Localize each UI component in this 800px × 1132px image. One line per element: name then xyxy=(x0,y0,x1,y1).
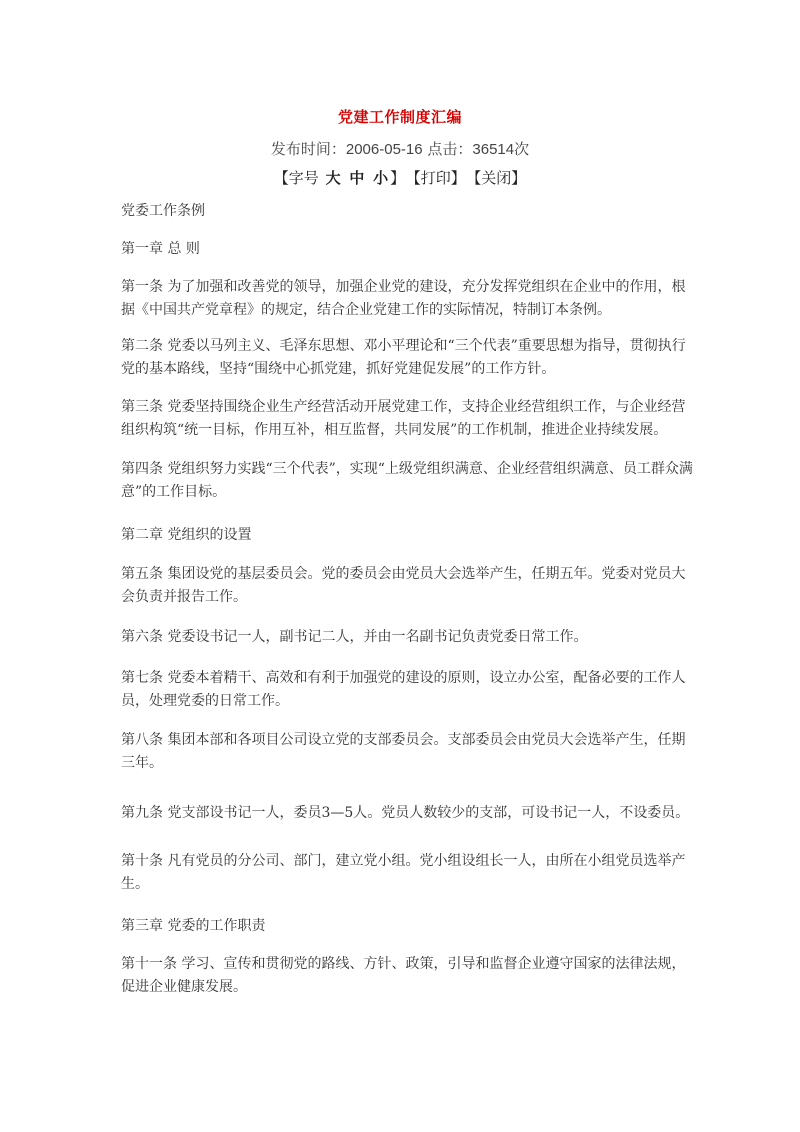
chapter-heading: 第一章 总 则 xyxy=(121,241,200,257)
clicks-unit: 次 xyxy=(514,140,530,158)
page-title: 党建工作制度汇编 xyxy=(337,108,462,126)
article-paragraph: 第六条 党委设书记一人，副书记二人，并由一名副书记负责党委日常工作。 xyxy=(121,629,588,645)
publish-info xyxy=(0,138,800,159)
close-button[interactable]: 【关闭】 xyxy=(473,169,527,187)
article-paragraph: 第九条 党支部设书记一人，委员3—5人。党员人数较少的支部，可设书记一人，不设委员。 xyxy=(121,805,690,821)
article-paragraph: 第一条 为了加强和改善党的领导，加强企业党的建设，充分发挥党组织在企业中的作用，根据《中国共产党章程》的规定，结合企业党建工作的实际情况，特制订本条例。 xyxy=(121,279,686,318)
article-paragraph: 第十一条 学习、宣传和贯彻党的路线、方针、政策，引导和监督企业遵守国家的法律法规，促进企业健康发展。 xyxy=(121,956,686,995)
print-button[interactable]: 【打印】 xyxy=(413,169,466,187)
article-paragraph: 第五条 集团设党的基层委员会。党的委员会由党员大会选举产生，任期五年。党委对党员大会负责并报告工作。 xyxy=(121,566,686,605)
article-paragraph: 第七条 党委本着精干、高效和有利于加强党的建设的原则，设立办公室，配备必要的工作人员，处理党委的日常工作。 xyxy=(121,670,686,709)
article-paragraph: 第四条 党组织努力实践“三个代表”，实现“上级党组织满意、企业经营组织满意、员工群众满意”的工作目标。 xyxy=(121,461,693,500)
font-size-medium-button[interactable]: 中 xyxy=(349,169,365,187)
article-paragraph: 第二条 党委以马列主义、毛泽东思想、邓小平理论和“三个代表”重要思想为指导，贯彻执行党的基本路线，坚持“围绕中心抓党建，抓好党建促发展”的工作方针。 xyxy=(121,338,686,377)
font-size-label-open: 【字号 xyxy=(273,169,319,187)
article-paragraph: 党委工作条例 xyxy=(121,203,205,219)
clicks-label: 点击： xyxy=(422,140,473,158)
font-size-small-button[interactable]: 小 xyxy=(373,169,389,187)
chapter-heading: 第二章 党组织的设置 xyxy=(121,527,252,543)
article-paragraph: 第十条 凡有党员的分公司、部门，建立党小组。党小组设组长一人，由所在小组党员选举产生。 xyxy=(121,853,686,892)
clicks-count: 36514 xyxy=(472,141,515,158)
font-size-label-close: 】 xyxy=(390,169,406,187)
chapter-heading: 第三章 党委的工作职责 xyxy=(121,918,266,934)
publish-date: 2006-05-16 xyxy=(345,141,423,158)
article-paragraph: 第八条 集团本部和各项目公司设立党的支部委员会。支部委员会由党员大会选举产生，任期三年。 xyxy=(121,732,686,771)
article-toolbar xyxy=(0,167,800,188)
article-paragraph: 第三条 党委坚持围绕企业生产经营活动开展党建工作，支持企业经营组织工作，与企业经营组织构筑“统一目标，作用互补，相互监督，共同发展”的工作机制，推进企业持续发展。 xyxy=(121,399,686,438)
font-size-large-button[interactable]: 大 xyxy=(325,169,341,187)
publish-label: 发布时间： xyxy=(270,140,346,158)
